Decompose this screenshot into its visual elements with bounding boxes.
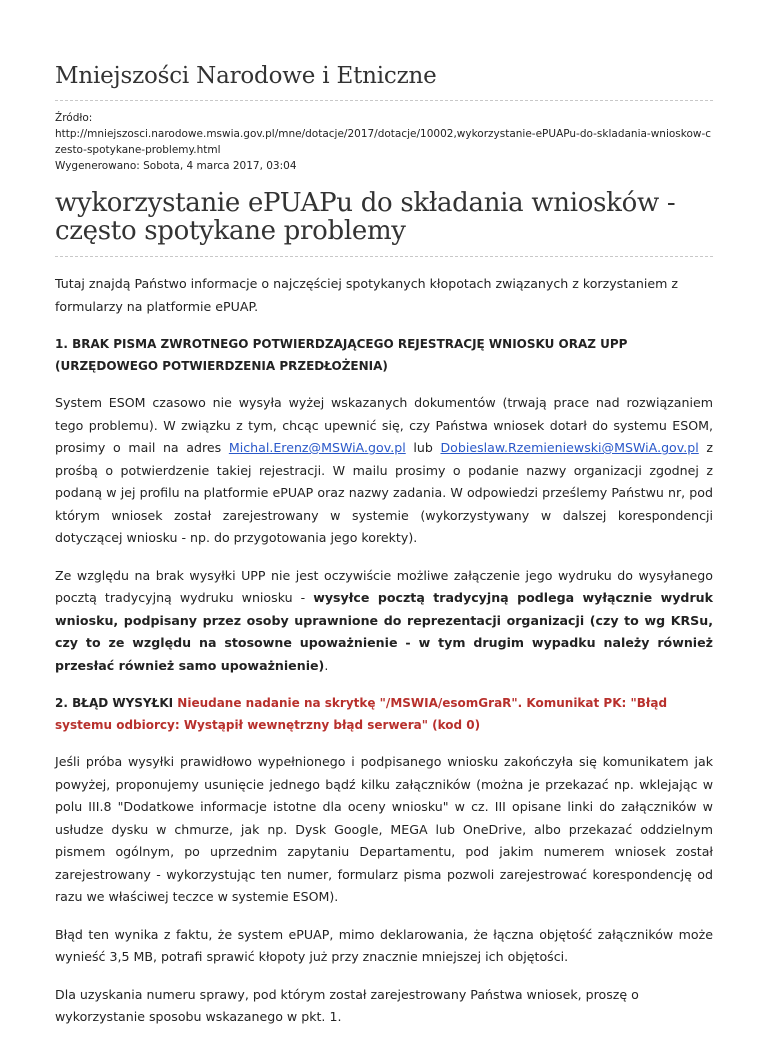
- source-label: Źródło:: [55, 112, 93, 124]
- divider-top: [55, 100, 713, 101]
- source-url: http://mniejszosci.narodowe.mswia.gov.pl/mne/dotacje/2017/dotacje/10002,wykorzystanie-ePUAPu-do-skladania-wnioskow-czesto-spotykane-problemy.html: [55, 128, 712, 156]
- section2-error-message: Nieudane nadanie na skrytkę "/MSWIA/esomGraR". Komunikat PK: "Błąd systemu odbiorcy: Wystąpił wewnętrzny błąd serwera" (kod 0): [55, 696, 668, 732]
- source-meta: [55, 110, 713, 174]
- divider-title: [55, 256, 713, 257]
- intro-paragraph: Tutaj znajdą Państwo informacje o najczęściej spotykanych kłopotach związanych z korzystaniem z formularzy na platformie ePUAP.: [55, 276, 678, 314]
- section1-paragraph1: [55, 392, 713, 550]
- email-link-rzemieniewski[interactable]: Dobieslaw.Rzemieniewski@MSWiA.gov.pl: [440, 440, 699, 455]
- section1-paragraph2: [55, 565, 713, 678]
- section2-paragraph1: Jeśli próba wysyłki prawidłowo wypełnionego i podpisanego wniosku zakończyła się komunikatem jak powyżej, proponujemy usunięcie jednego bądź kilku załączników (można je przekazać np. wklejając w polu III.8 "Dodatkowe informacje istotne dla oceny wniosku" w cz. III opisane linki do załączników w usłudze dysku w chmurze, jak np. Dysk Google, MEGA lub OneDrive, albo przekazać oddzielnym pismem ogólnym, po uprzednim zapytaniu Departamentu, pod jakim numerem wniosek został zarejestrowany - wykorzystując ten numer, formularz pisma pozwoli zarejestrować korespondencję od razu we właściwej teczce w systemie ESOM).: [55, 754, 713, 904]
- page: [55, 0, 713, 1044]
- section2-paragraph3: Dla uzyskania numeru sprawy, pod którym został zarejestrowany Państwa wniosek, proszę o wykorzystanie sposobu wskazanego w pkt. 1.: [55, 986, 639, 1024]
- section2-paragraph2: Błąd ten wynika z faktu, że system ePUAP, mimo deklarowania, że łączna objętość załączników może wynieść 3,5 MB, potrafi sprawić kłopoty już przy znacznie mniejszej ich objętości.: [55, 926, 713, 964]
- section1-p1-text-c: z prośbą o potwierdzenie takiej rejestracji. W mailu prosimy o podanie nazwy organizacji zgodnej z podaną w jej profilu na platformie ePUAP oraz nazwy zadania. W odpowiedzi prześlemy Państwu nr, pod którym wniosek został zarejestrowany w systemie (wykorzystywany w dalszej korespondencji dotyczącej wniosku - np. do przygotowania jego korekty).: [55, 440, 713, 545]
- email-link-erenz[interactable]: Michal.Erenz@MSWiA.gov.pl: [228, 440, 406, 455]
- section2-heading-label: 2. BŁĄD WYSYŁKI: [55, 696, 178, 710]
- section1-p2-bold: wysyłce pocztą tradycyjną podlega wyłącznie wydruk wniosku, podpisany przez osoby uprawnione do reprezentacji organizacji (czy to wg KRSu, czy to ze względu na stosowne upoważnienie - w tym drugim wypadku należy również przesłać również samo upoważnienie): [55, 590, 713, 673]
- section1-heading: 1. BRAK PISMA ZWROTNEGO POTWIERDZAJĄCEGO REJESTRACJĘ WNIOSKU ORAZ UPP (URZĘDOWEGO POTWIERDZENIA PRZEDŁOŻENIA): [55, 337, 628, 373]
- article-content: [55, 273, 713, 1029]
- section2-heading: [55, 692, 713, 736]
- section1-p1-text-a: System ESOM czasowo nie wysyła wyżej wskazanych dokumentów (trwają prace nad rozwiązaniem tego problemu). W związku z tym, chcąc upewnić się, czy Państwa wniosek dotarł do systemu ESOM, prosimy o mail na adres: [55, 395, 713, 455]
- section1-p1-text-b: lub: [405, 440, 441, 455]
- generated-date: Wygenerowano: Sobota, 4 marca 2017, 03:04: [55, 160, 297, 172]
- article-title: wykorzystanie ePUAPu do składania wniosków - często spotykane problemy: [55, 188, 676, 246]
- section1-p2-text: Ze względu na brak wysyłki UPP nie jest oczywiście możliwe załączenie jego wydruku do wysyłanego pocztą tradycyjną wydruku wniosku -: [55, 567, 713, 605]
- section1-p2-end: .: [324, 657, 329, 673]
- site-title: Mniejszości Narodowe i Etniczne: [55, 63, 437, 89]
